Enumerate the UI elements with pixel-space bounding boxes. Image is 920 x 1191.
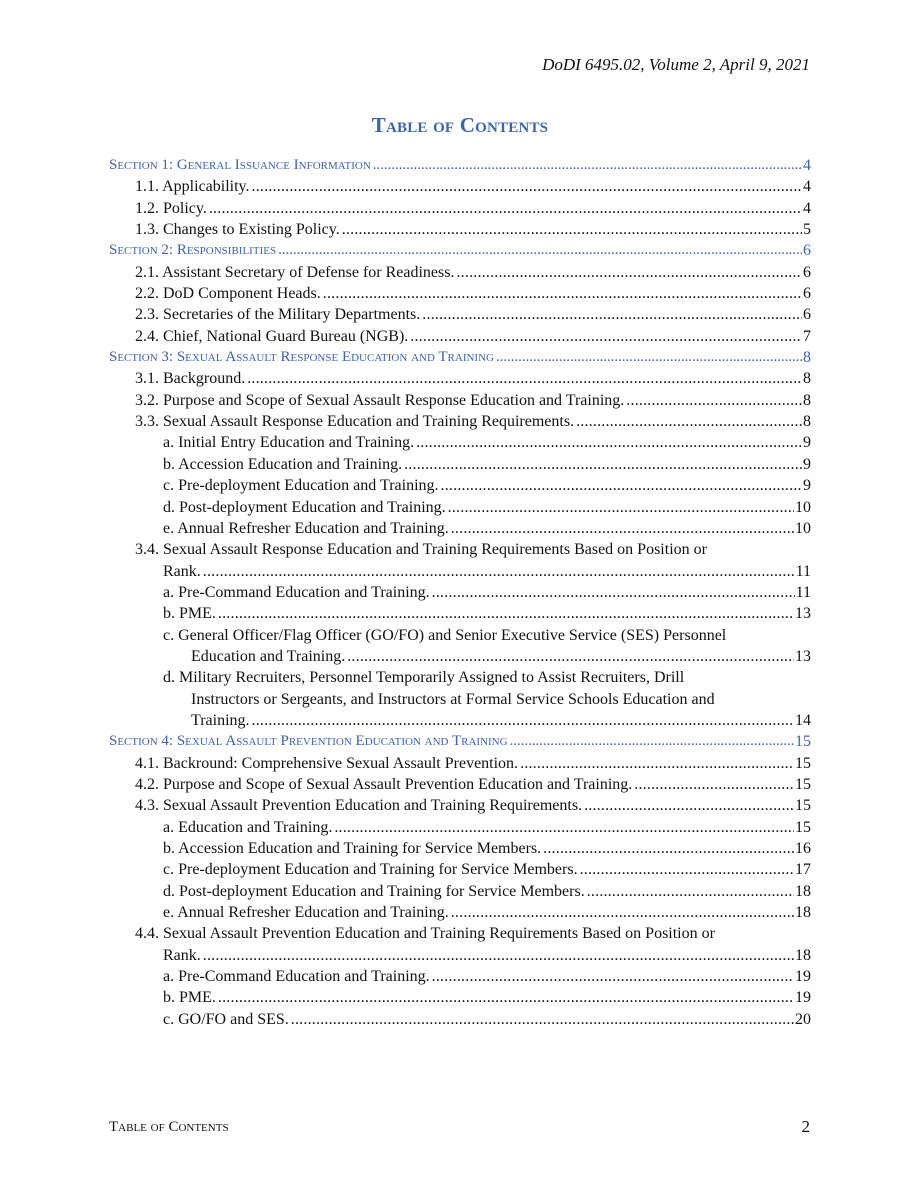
toc-page-number: 10 — [795, 519, 811, 537]
toc-entry[interactable] — [109, 497, 811, 518]
dot-leader — [252, 710, 794, 731]
toc-entry[interactable] — [109, 667, 811, 731]
dot-leader — [247, 368, 802, 389]
toc-page-number: 8 — [803, 370, 811, 388]
toc-page-number: 5 — [803, 221, 811, 239]
dot-leader — [451, 902, 794, 923]
toc-entry[interactable] — [109, 283, 811, 304]
toc-entry-text: 2.4. Chief, National Guard Bureau (NGB). — [135, 327, 409, 345]
toc-entry[interactable] — [109, 859, 811, 880]
toc-page-number: 15 — [795, 754, 811, 772]
toc-entry[interactable] — [109, 475, 811, 496]
toc-entry[interactable] — [109, 902, 811, 923]
toc-entry-text-line: 4.4. Sexual Assault Prevention Education and Training Requirements Based on Position or — [135, 925, 715, 943]
toc-page-number: 18 — [795, 946, 811, 964]
toc-entry[interactable] — [109, 518, 811, 539]
dot-leader — [416, 432, 802, 453]
toc-entry-text: 1.2. Policy. — [135, 199, 207, 217]
toc-page-number: 15 — [795, 797, 811, 815]
dot-leader — [410, 326, 802, 347]
toc-entry-text: b. Accession Education and Training. — [163, 455, 403, 473]
dot-leader — [291, 1009, 794, 1030]
toc-entry[interactable] — [109, 795, 811, 816]
dot-leader — [323, 283, 802, 304]
toc-entry[interactable] — [109, 881, 811, 902]
toc-page-number: 19 — [795, 968, 811, 986]
dot-leader — [209, 198, 802, 219]
toc-page-number: 11 — [795, 583, 811, 601]
toc-entry-text: Section 2: Responsibilities — [109, 242, 277, 259]
toc-entry-text: d. Post-deployment Education and Training for Service Members. — [163, 882, 585, 900]
toc-entry-text: Education and Training. — [191, 647, 346, 665]
dot-leader — [441, 475, 802, 496]
toc-entry[interactable] — [109, 454, 811, 475]
toc-page-number: 14 — [795, 711, 811, 729]
toc-entry-text: e. Annual Refresher Education and Training. — [163, 519, 449, 537]
toc-entry-text-line: c. General Officer/Flag Officer (GO/FO) and Senior Executive Service (SES) Personnel — [163, 626, 727, 644]
dot-leader — [587, 881, 794, 902]
toc-entry-text: 2.1. Assistant Secretary of Defense for Readiness. — [135, 263, 455, 281]
toc-entry-text: 2.2. DoD Component Heads. — [135, 285, 321, 303]
toc-page-number: 8 — [803, 349, 811, 367]
toc-entry[interactable] — [109, 582, 811, 603]
dot-leader — [626, 390, 802, 411]
toc-entry[interactable] — [109, 262, 811, 283]
toc-entry-text: a. Initial Entry Education and Training. — [163, 434, 415, 452]
toc-entry-text: c. Pre-deployment Education and Training for Service Members. — [163, 861, 578, 879]
toc-entry-text: 3.1. Background. — [135, 370, 246, 388]
table-of-contents — [109, 155, 811, 1030]
toc-entry[interactable] — [109, 753, 811, 774]
toc-page-number: 10 — [795, 498, 811, 516]
dot-leader — [422, 304, 802, 325]
toc-section-entry[interactable] — [109, 347, 811, 368]
toc-page-number: 9 — [803, 455, 811, 473]
toc-entry-text: Rank. — [163, 562, 201, 580]
toc-entry-text: b. PME. — [163, 605, 216, 623]
dot-leader — [373, 155, 802, 176]
dot-leader — [334, 817, 794, 838]
toc-page-number: 4 — [803, 199, 811, 217]
toc-entry[interactable] — [109, 1009, 811, 1030]
toc-page-number: 9 — [803, 434, 811, 452]
toc-entry-text: 1.3. Changes to Existing Policy. — [135, 221, 340, 239]
footer-section-label: Table of Contents — [109, 1119, 229, 1135]
toc-entry-text: d. Post-deployment Education and Training. — [163, 498, 446, 516]
dot-leader — [510, 731, 794, 752]
toc-entry-text: c. Pre-deployment Education and Training. — [163, 477, 439, 495]
toc-page-number: 13 — [795, 605, 811, 623]
toc-section-entry[interactable] — [109, 155, 811, 176]
document-reference: DoDI 6495.02, Volume 2, April 9, 2021 — [542, 55, 810, 74]
toc-page-number: 15 — [795, 775, 811, 793]
dot-leader — [456, 262, 802, 283]
dot-leader — [218, 987, 794, 1008]
toc-entry-text: 3.2. Purpose and Scope of Sexual Assault Response Education and Training. — [135, 391, 625, 409]
dot-leader — [203, 561, 795, 582]
toc-entry[interactable] — [109, 304, 811, 325]
dot-leader — [543, 838, 794, 859]
toc-entry[interactable] — [109, 198, 811, 219]
dot-leader — [342, 219, 802, 240]
dot-leader — [203, 945, 794, 966]
dot-leader — [347, 646, 794, 667]
toc-entry[interactable] — [109, 539, 811, 582]
toc-page-number: 18 — [795, 904, 811, 922]
toc-entry[interactable] — [109, 966, 811, 987]
toc-entry-text: Section 1: General Issuance Information — [109, 157, 371, 173]
dot-leader — [432, 966, 794, 987]
dot-leader — [580, 859, 794, 880]
toc-entry-text: e. Annual Refresher Education and Training. — [163, 904, 449, 922]
toc-page-number: 15 — [795, 733, 811, 751]
toc-entry[interactable] — [109, 987, 811, 1008]
toc-entry-text: Section 4: Sexual Assault Prevention Education and Training — [109, 733, 508, 750]
toc-page-number: 20 — [795, 1010, 811, 1028]
toc-entry-text-line: 3.4. Sexual Assault Response Education and Training Requirements Based on Position or — [135, 541, 707, 559]
dot-leader — [278, 240, 802, 261]
toc-page-number: 6 — [803, 306, 811, 324]
toc-entry[interactable] — [109, 219, 811, 240]
toc-entry[interactable] — [109, 838, 811, 859]
toc-section-entry[interactable] — [109, 731, 811, 752]
toc-entry-text: 4.3. Sexual Assault Prevention Education and Training Requirements. — [135, 797, 583, 815]
toc-entry-text: Section 3: Sexual Assault Response Education and Training — [109, 349, 494, 366]
dot-leader — [520, 753, 794, 774]
toc-entry-text: a. Pre-Command Education and Training. — [163, 968, 430, 986]
toc-entry-text-line: d. Military Recruiters, Personnel Temporarily Assigned to Assist Recruiters, Drill — [163, 669, 685, 687]
toc-entry[interactable] — [109, 432, 811, 453]
toc-entry[interactable] — [109, 603, 811, 624]
toc-page-number: 17 — [795, 861, 811, 879]
toc-page-number: 6 — [803, 263, 811, 281]
toc-entry-text: 4.1. Backround: Comprehensive Sexual Assault Prevention. — [135, 754, 519, 772]
toc-entry-text: b. PME. — [163, 989, 216, 1007]
dot-leader — [634, 774, 794, 795]
toc-entry-text: a. Pre-Command Education and Training. — [163, 583, 430, 601]
toc-entry[interactable] — [109, 176, 811, 197]
dot-leader — [448, 497, 794, 518]
toc-entry[interactable] — [109, 368, 811, 389]
footer-page-number: 2 — [801, 1117, 810, 1136]
page-title: Table of Contents — [371, 113, 549, 137]
toc-entry-text: Training. — [191, 711, 250, 729]
toc-entry-text: a. Education and Training. — [163, 818, 333, 836]
toc-entry-text: Rank. — [163, 946, 201, 964]
dot-leader — [576, 411, 802, 432]
toc-entry-text-line: Instructors or Sergeants, and Instructors at Formal Service Schools Education and — [191, 690, 715, 708]
toc-page-number: 16 — [795, 840, 811, 857]
toc-page-number: 7 — [803, 327, 811, 345]
toc-page-number: 8 — [803, 391, 811, 409]
toc-page-number: 19 — [795, 989, 811, 1007]
toc-page-number: 4 — [803, 157, 811, 174]
toc-page-number: 9 — [803, 477, 811, 495]
toc-entry[interactable] — [109, 817, 811, 838]
toc-entry-text: 3.3. Sexual Assault Response Education and Training Requirements. — [135, 413, 575, 431]
toc-entry[interactable] — [109, 625, 811, 668]
toc-page-number: 11 — [795, 562, 811, 580]
toc-page-number: 8 — [803, 413, 811, 431]
toc-page-number: 4 — [803, 178, 811, 196]
toc-page-number: 6 — [803, 285, 811, 303]
toc-entry-text: 2.3. Secretaries of the Military Departments. — [135, 306, 421, 324]
dot-leader — [252, 176, 802, 197]
dot-leader — [496, 347, 802, 368]
toc-section-entry[interactable] — [109, 240, 811, 261]
toc-entry-text: 4.2. Purpose and Scope of Sexual Assault Prevention Education and Training. — [135, 775, 633, 793]
toc-entry[interactable] — [109, 411, 811, 432]
dot-leader — [584, 795, 794, 816]
toc-page-number: 18 — [795, 882, 811, 900]
toc-page-number: 13 — [795, 647, 811, 665]
toc-entry[interactable] — [109, 390, 811, 411]
toc-entry-text: b. Accession Education and Training for Service Members. — [163, 840, 542, 857]
toc-entry[interactable] — [109, 923, 811, 966]
toc-entry[interactable] — [109, 774, 811, 795]
toc-entry-text: 1.1. Applicability. — [135, 178, 250, 196]
toc-entry-text: c. GO/FO and SES. — [163, 1010, 289, 1028]
toc-entry[interactable] — [109, 326, 811, 347]
dot-leader — [404, 454, 802, 475]
toc-page-number: 15 — [795, 818, 811, 836]
dot-leader — [451, 518, 794, 539]
dot-leader — [432, 582, 795, 603]
dot-leader — [218, 603, 794, 624]
toc-page-number: 6 — [803, 242, 811, 260]
